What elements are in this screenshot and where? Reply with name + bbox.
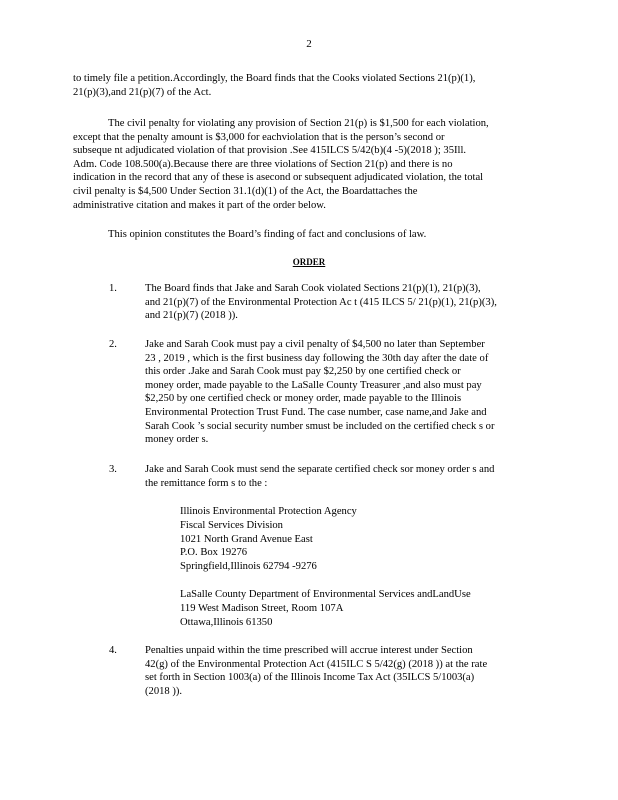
text-line: The Board finds that Jake and Sarah Cook violated Sections 21(p)(1), 21(p)(3), [145, 283, 481, 294]
order-item-number: 3. [109, 464, 117, 475]
order-item-text [145, 282, 537, 323]
text-line: Environmental Protection Trust Fund. The case number, case name,and Jake and [145, 406, 487, 418]
text-line: (2018 )). [145, 685, 183, 697]
text-line: civil penalty is $4,500 Under Section 31.1(d)(1) of the Act, the Boardattaches the [73, 185, 418, 197]
order-item-number: 1. [109, 283, 117, 294]
order-heading: ORDER [292, 257, 326, 267]
text-line: $2,250 by one certified check or money order, made payable to the Illinois [145, 393, 462, 405]
text-line: Jake and Sarah Cook must pay a civil penalty of $4,500 no later than September [145, 339, 485, 350]
text-line: administrative citation and makes it part of the order below. [73, 199, 326, 211]
address-epa [180, 505, 357, 574]
text-line: money order, made payable to the LaSalle County Treasurer ,and also must pay [145, 379, 482, 391]
address-line: P.O. Box 19276 [180, 547, 248, 559]
text-line: subseque nt adjudicated violation of that provision .See 415ILCS 5/42(b)(4 -5)(2018 ); 35Ill. [73, 145, 467, 157]
address-line: LaSalle County Department of Environmental Services andLandUse [180, 589, 471, 600]
text-line: 42(g) of the Environmental Protection Act (415ILC S 5/42(g) (2018 )) at the rate [145, 658, 488, 670]
order-item-number: 4. [109, 645, 117, 656]
text-line: the remittance form s to the : [145, 477, 268, 489]
order-item-text [145, 463, 537, 490]
address-line: Springfield,Illinois 62794 -9276 [180, 561, 317, 573]
text-line: indication in the record that any of these is asecond or subsequent adjudicated violation, the total [73, 172, 484, 184]
address-line: 1021 North Grand Avenue East [180, 533, 313, 545]
order-item-text [145, 338, 537, 447]
text-line: The civil penalty for violating any provision of Section 21(p) is $1,500 for each violation, [108, 118, 489, 129]
text-line: and 21(p)(7) (2018 )). [145, 310, 238, 322]
address-line: 119 West Madison Street, Room 107A [180, 602, 344, 614]
text-line: set forth in Section 1003(a) of the Illinois Income Tax Act (35ILCS 5/1003(a) [145, 672, 475, 684]
text-line: and 21(p)(7) of the Environmental Protection Ac t (415 ILCS 5/ 21(p)(1), 21(p)(3), [145, 296, 497, 308]
text-line: Jake and Sarah Cook must send the separate certified check sor money order s and [145, 464, 495, 475]
address-lasalle [180, 588, 471, 629]
text-line: Penalties unpaid within the time prescribed will accrue interest under Section [145, 645, 473, 656]
text-line: except that the penalty amount is $3,000 for eachviolation that is the person’s second or [73, 131, 445, 143]
text-line: to timely file a petition.Accordingly, the Board finds that the Cooks violated Sections 21(p)(1), [73, 73, 476, 84]
text-line: Sarah Cook ’s social security number smust be included on the certified check s or [145, 420, 495, 432]
paragraph-intro [73, 72, 535, 99]
address-line: Ottawa,Illinois 61350 [180, 616, 273, 628]
text-line: Adm. Code 108.500(a).Because there are three violations of Section 21(p) and there is no [73, 158, 453, 170]
paragraph-civil-penalty [73, 117, 535, 212]
address-line: Fiscal Services Division [180, 519, 283, 531]
paragraph-opinion [73, 228, 535, 242]
text-line: 23 , 2019 , which is the first business day following the 30th day after the date of [145, 352, 489, 364]
text-line: 21(p)(3),and 21(p)(7) of the Act. [73, 86, 212, 98]
order-item-number: 2. [109, 339, 117, 350]
page-number: 2 [306, 38, 312, 50]
text-line: This opinion constitutes the Board’s finding of fact and conclusions of law. [108, 229, 427, 240]
order-item-text [145, 644, 537, 698]
text-line: money order s. [145, 434, 209, 446]
text-line: this order .Jake and Sarah Cook must pay $2,250 by one certified check or [145, 366, 461, 378]
address-line: Illinois Environmental Protection Agency [180, 506, 357, 517]
